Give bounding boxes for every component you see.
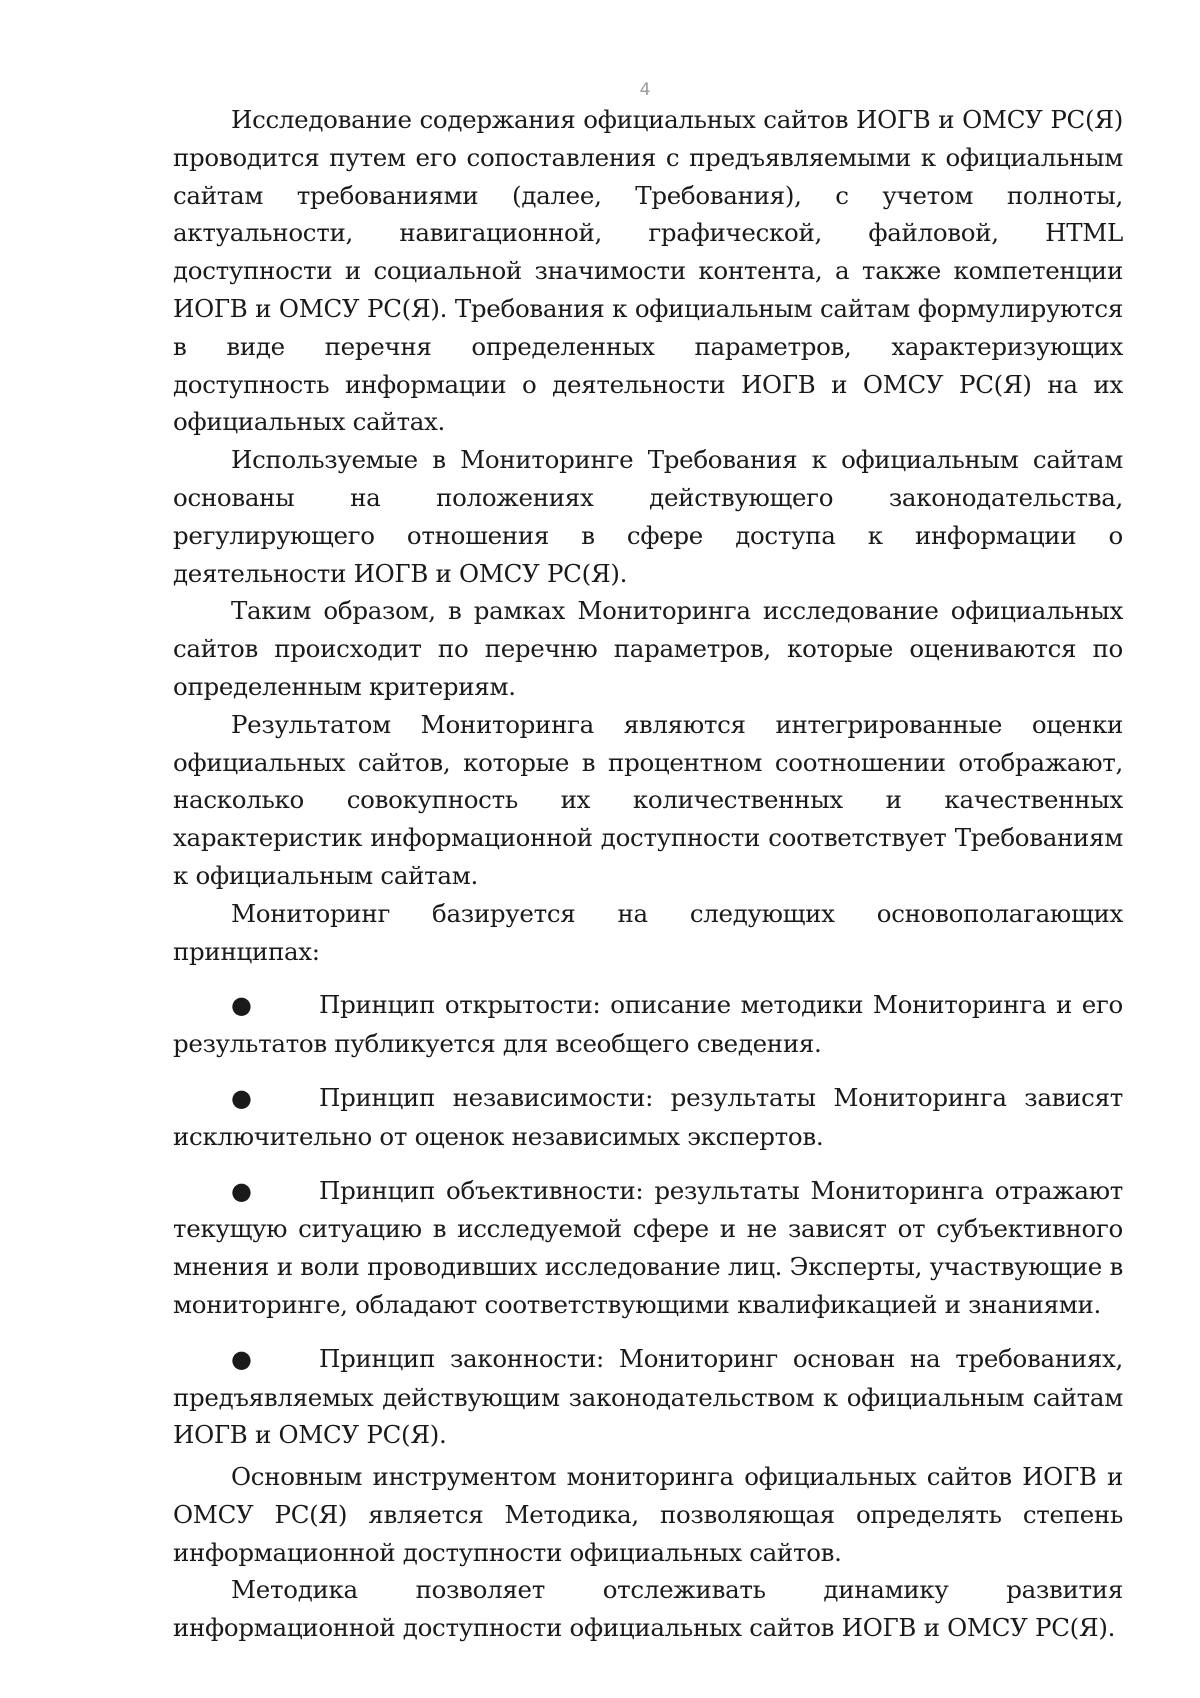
bullet-icon: ● (231, 1083, 252, 1112)
page-number: 4 (639, 80, 651, 100)
paragraph-main-instrument: Основным инструментом мониторинга официальных сайтов ИОГВ и ОМСУ РС(Я) является Методика, позволяющая определять степень информационной доступности официальных сайтов. (173, 1462, 1123, 1567)
bullet-icon: ● (231, 991, 252, 1020)
principle-text: Принцип открытости: описание методики Мониторинга и его результатов публикуется для всеобщего сведения. (173, 990, 1123, 1059)
paragraph-requirements-basis: Используемые в Мониторинге Требования к официальным сайтам основаны на положениях действующего законодательства, регулирующего отношения в сфере доступа к информации о деятельности ИОГВ и ОМСУ РС(Я). (173, 445, 1123, 588)
principle-item-independence (173, 1079, 1123, 1156)
principle-text: Принцип законности: Мониторинг основан на требованиях, предъявляемых действующим законодательством к официальным сайтам ИОГВ и ОМСУ РС(Я). (173, 1343, 1123, 1450)
paragraph-monitoring-scope: Таким образом, в рамках Мониторинга исследование официальных сайтов происходит по перечню параметров, которые оцениваются по определенным критериям. (173, 596, 1123, 701)
paragraph-methodology-dynamics: Методика позволяет отслеживать динамику развития информационной доступности официальных сайтов ИОГВ и ОМСУ РС(Я). (173, 1575, 1123, 1643)
paragraph-principles-intro: Мониторинг базируется на следующих основополагающих принципах: (173, 898, 1123, 966)
principle-text: Принцип объективности: результаты Мониторинга отражают текущую ситуацию в исследуемой сфере и не зависят от субъективного мнения и воли проводивших исследование лиц. Эксперты, участвующие в мониторинге, обладают соответствующими квалификацией и знаниями. (173, 1175, 1123, 1319)
principle-item-openness (173, 986, 1123, 1063)
principle-item-legality (173, 1340, 1123, 1454)
paragraph-research-content: Исследование содержания официальных сайтов ИОГВ и ОМСУ РС(Я) проводится путем его сопоставления с предъявляемыми к официальным сайтам требованиями (далее, Требования), с учетом полноты, актуальности, навигационной, графической, файловой, HTML доступности и социальной значимости контента, а также компетенции ИОГВ и ОМСУ РС(Я). Требования к официальным сайтам формулируются в виде перечня определенных параметров, характеризующих доступность информации о деятельности ИОГВ и ОМСУ РС(Я) на их официальных сайтах. (173, 105, 1123, 437)
bullet-icon: ● (231, 1176, 252, 1205)
paragraph-monitoring-result: Результатом Мониторинга являются интегрированные оценки официальных сайтов, которые в процентном соотношении отображают, насколько совокупность их количественных и качественных характеристик информационной доступности соответствует Требованиям к официальным сайтам. (173, 709, 1123, 890)
bullet-icon: ● (231, 1344, 252, 1373)
principle-text: Принцип независимости: результаты Мониторинга зависят исключительно от оценок независимых экспертов. (173, 1082, 1123, 1151)
principle-item-objectivity (173, 1172, 1123, 1324)
document-body (173, 101, 1123, 1647)
